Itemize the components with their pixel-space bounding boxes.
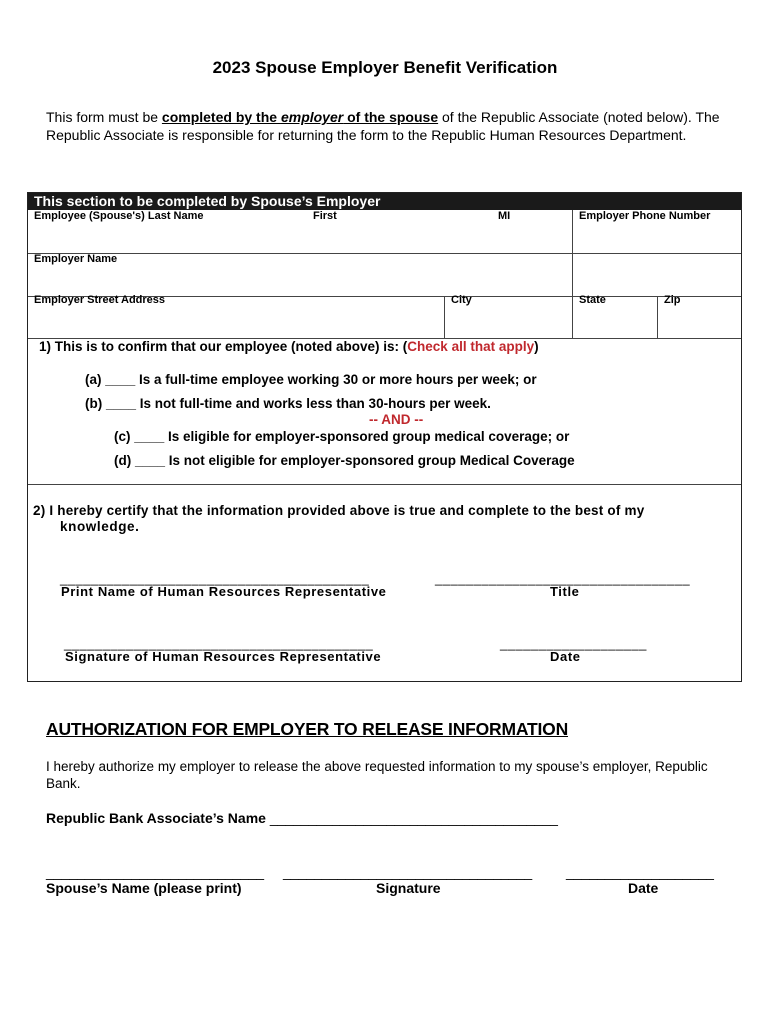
intro-part3: employer — [280, 109, 344, 125]
option-c[interactable]: (c) ____ Is eligible for employer-sponsored group medical coverage; or — [114, 429, 570, 444]
section-header-text: This section to be completed by Spouse’s Employer — [34, 193, 381, 209]
associate-name-field — [46, 810, 558, 826]
spouse-date-label: Date — [628, 880, 659, 896]
spouse-signature-label: Signature — [376, 880, 441, 896]
title-line[interactable]: _________________________________ — [435, 571, 691, 586]
city-label: City — [451, 294, 472, 306]
date-label: Date — [550, 649, 581, 664]
authorization-text: I hereby authorize my employer to release the above requested information to my spouse’s employer, Republic Bank. — [46, 759, 708, 791]
row-divider — [28, 253, 741, 254]
intro-paragraph — [46, 108, 726, 144]
print-name-label: Print Name of Human Resources Representative — [61, 584, 387, 599]
signature-label: Signature of Human Resources Representative — [65, 649, 382, 664]
zip-label: Zip — [664, 294, 681, 306]
question-2-line1: 2) I hereby certify that the information provided above is true and complete to the best of my — [33, 503, 645, 518]
title-label: Title — [550, 584, 580, 599]
spouse-name-label: Spouse’s Name (please print) — [46, 880, 242, 896]
signature-line[interactable]: ________________________________________ — [64, 636, 374, 651]
question-2-line2: knowledge. — [60, 519, 140, 534]
option-a[interactable]: (a) ____ Is a full-time employee working 30 or more hours per week; or — [85, 372, 537, 387]
employer-name-label: Employer Name — [34, 253, 118, 265]
state-label: State — [579, 294, 606, 306]
row-divider — [28, 484, 741, 485]
form-title: 2023 Spouse Employer Benefit Verification — [212, 58, 558, 77]
col-divider — [657, 296, 658, 338]
authorization-title: AUTHORIZATION FOR EMPLOYER TO RELEASE INFORMATION — [46, 719, 569, 739]
spouse-name-line[interactable]: ____________________________ — [46, 864, 265, 880]
col-divider — [572, 210, 573, 338]
col-divider — [444, 296, 445, 338]
date-line[interactable]: ___________________ — [500, 636, 647, 651]
section-header — [28, 193, 741, 210]
intro-part4: of the spouse — [343, 109, 439, 125]
mi-label: MI — [498, 210, 511, 222]
spouse-date-line[interactable]: ___________________ — [566, 864, 714, 880]
spouse-signature-line[interactable]: ________________________________ — [283, 864, 533, 880]
intro-part2: completed by the — [161, 109, 281, 125]
print-name-line[interactable]: ________________________________________ — [60, 571, 370, 586]
associate-name-line[interactable]: _____________________________________ — [269, 810, 558, 826]
street-address-label: Employer Street Address — [34, 294, 166, 306]
intro-part5: of the Republic Associate (noted below). The Republic Associate is responsible for returning the form to the Republic Human Resources Department. — [46, 109, 720, 143]
option-b[interactable]: (b) ____ Is not full-time and works less than 30-hours per week. — [85, 396, 491, 411]
first-name-label: First — [313, 210, 337, 222]
question-1: 1) This is to confirm that our employee (noted above) is: (Check all that apply) — [39, 339, 539, 354]
last-name-label: Employee (Spouse's) Last Name — [34, 210, 204, 222]
check-all-highlight: Check all that apply — [407, 339, 535, 354]
employer-phone-label: Employer Phone Number — [579, 210, 711, 222]
associate-name-label: Republic Bank Associate’s Name — [46, 810, 266, 826]
option-d[interactable]: (d) ____ Is not eligible for employer-sponsored group Medical Coverage — [114, 453, 575, 468]
intro-part1: This form must be — [46, 109, 162, 125]
and-separator: -- AND -- — [369, 412, 424, 427]
